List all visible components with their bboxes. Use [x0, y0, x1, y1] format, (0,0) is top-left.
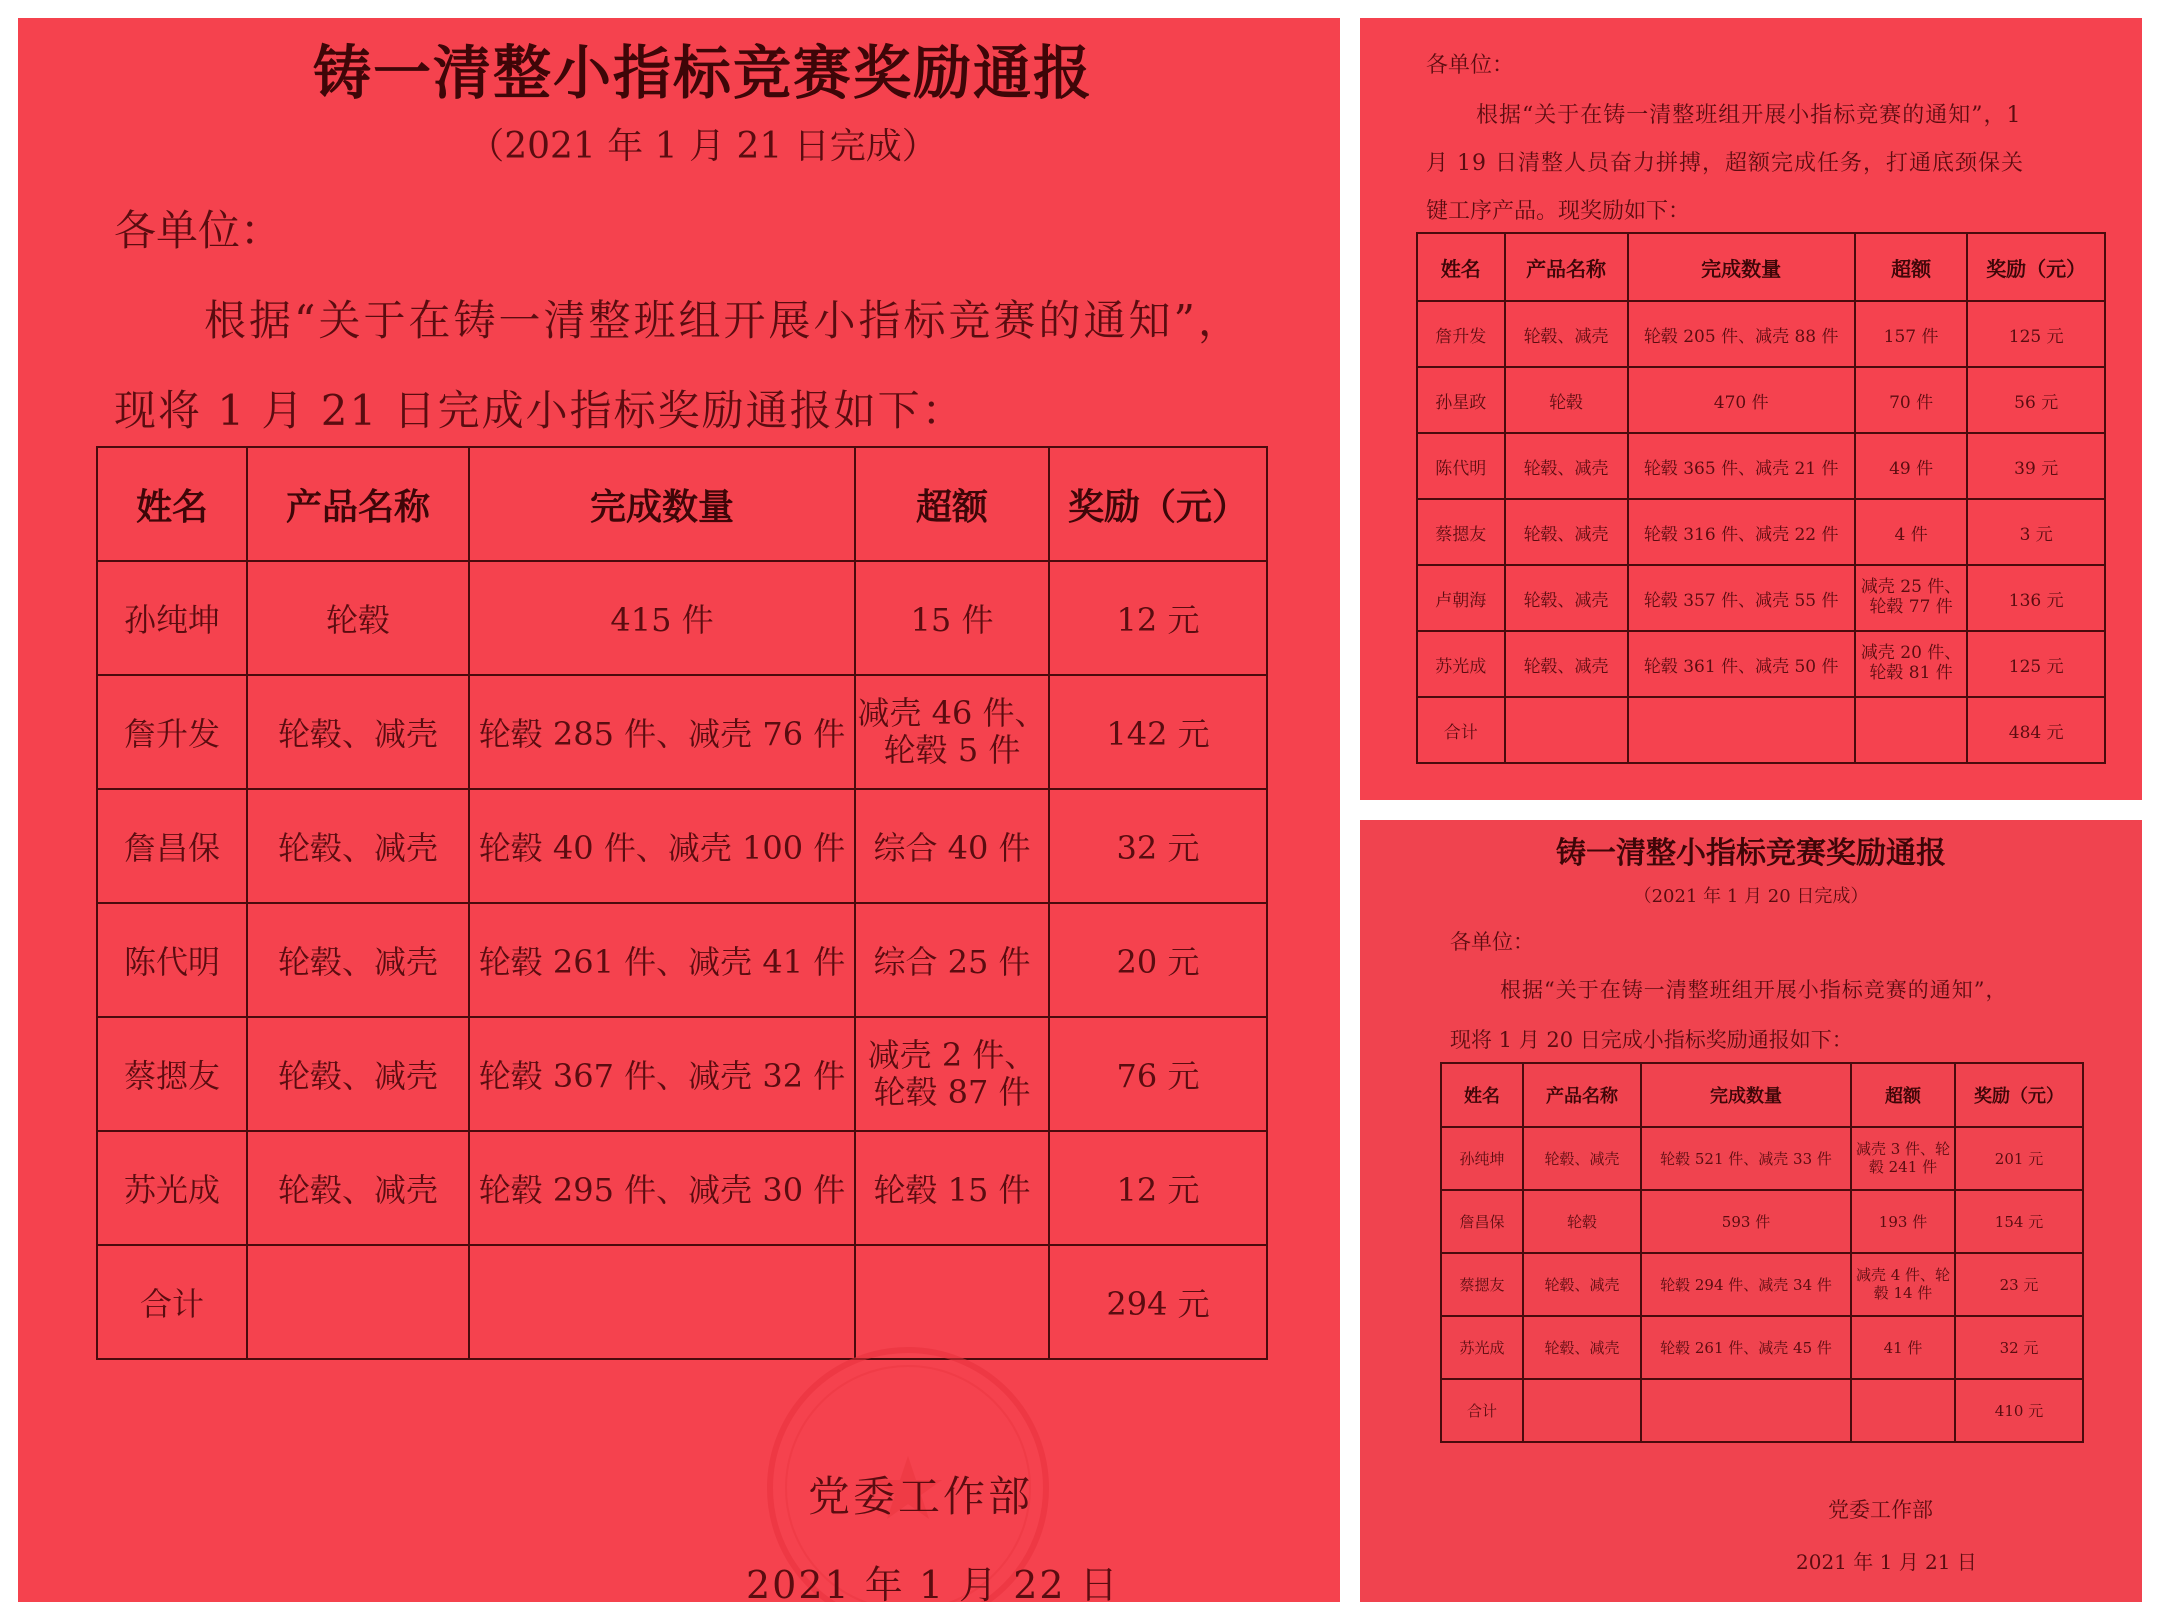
- cell-reward: 56 元: [1967, 367, 2105, 433]
- table-row: [97, 789, 1267, 903]
- header-product: 产品名称: [1523, 1063, 1641, 1127]
- cell-quantity: 轮毂 365 件、减壳 21 件: [1628, 433, 1855, 499]
- cell-name: 詹升发: [97, 675, 247, 789]
- cell-excess: 70 件: [1855, 367, 1968, 433]
- header-quantity: 完成数量: [1641, 1063, 1851, 1127]
- cell-total-reward: 484 元: [1967, 697, 2105, 763]
- cell-excess: 157 件: [1855, 301, 1968, 367]
- cell-name: 蔡摁友: [1417, 499, 1505, 565]
- cell-quantity: 轮毂 316 件、减壳 22 件: [1628, 499, 1855, 565]
- signature-org: 党委工作部: [808, 1472, 1034, 1521]
- notice-paragraph-2: 月 19 日清整人员奋力拼搏，超额完成任务，打通底颈保关: [1426, 151, 2024, 176]
- cell-excess: 减壳 2 件、轮毂 87 件: [855, 1017, 1049, 1131]
- reward-table: [96, 446, 1268, 1360]
- cell-reward: 32 元: [1955, 1316, 2083, 1379]
- notice-jan-21: [18, 18, 1340, 1602]
- cell-excess: 49 件: [1855, 433, 1968, 499]
- notice-paragraph-2: 现将 1 月 21 日完成小指标奖励通报如下：: [114, 386, 966, 435]
- header-reward: 奖励（元）: [1967, 233, 2105, 301]
- table-row: [1417, 433, 2105, 499]
- cell-reward: 154 元: [1955, 1190, 2083, 1253]
- reward-table: [1416, 232, 2106, 764]
- table-row: [97, 675, 1267, 789]
- cell-quantity: 轮毂 294 件、减壳 34 件: [1641, 1253, 1851, 1316]
- table-row: [97, 1017, 1267, 1131]
- cell-product: 轮毂、减壳: [247, 789, 469, 903]
- cell-quantity: 415 件: [469, 561, 855, 675]
- header-product: 产品名称: [1505, 233, 1628, 301]
- cell-excess: 综合 25 件: [855, 903, 1049, 1017]
- cell-product: 轮毂、减壳: [247, 1017, 469, 1131]
- cell-product: 轮毂、减壳: [1505, 301, 1628, 367]
- cell-quantity: 轮毂 285 件、减壳 76 件: [469, 675, 855, 789]
- cell-reward: 76 元: [1049, 1017, 1267, 1131]
- cell-quantity: 轮毂 367 件、减壳 32 件: [469, 1017, 855, 1131]
- header-quantity: 完成数量: [1628, 233, 1855, 301]
- cell-name: 詹昌保: [97, 789, 247, 903]
- cell-quantity: 593 件: [1641, 1190, 1851, 1253]
- table-row: [1417, 499, 2105, 565]
- cell-reward: 12 元: [1049, 1131, 1267, 1245]
- cell-reward: 39 元: [1967, 433, 2105, 499]
- notice-title: 铸一清整小指标竞赛奖励通报: [312, 39, 1093, 107]
- signature-date: 2021 年 1 月 21 日: [1796, 1550, 1977, 1574]
- cell-product: 轮毂、减壳: [1505, 565, 1628, 631]
- cell-excess: 15 件: [855, 561, 1049, 675]
- cell-reward: 23 元: [1955, 1253, 2083, 1316]
- signature-org: 党委工作部: [1828, 1498, 1933, 1522]
- cell-reward: 32 元: [1049, 789, 1267, 903]
- cell-name: 陈代明: [1417, 433, 1505, 499]
- notice-paragraph-2: 现将 1 月 20 日完成小指标奖励通报如下：: [1450, 1028, 1853, 1052]
- cell-product: 轮毂、减壳: [247, 903, 469, 1017]
- cell-name: 蔡摁友: [1441, 1253, 1523, 1316]
- cell-excess: 193 件: [1851, 1190, 1955, 1253]
- cell-reward: 142 元: [1049, 675, 1267, 789]
- cell-empty: [1505, 697, 1628, 763]
- cell-total-label: 合计: [1441, 1379, 1523, 1442]
- cell-name: 詹升发: [1417, 301, 1505, 367]
- cell-quantity: 轮毂 357 件、减壳 55 件: [1628, 565, 1855, 631]
- cell-quantity: 轮毂 361 件、减壳 50 件: [1628, 631, 1855, 697]
- table-row: [97, 1131, 1267, 1245]
- cell-excess: 减壳 4 件、轮毂 14 件: [1851, 1253, 1955, 1316]
- cell-product: 轮毂、减壳: [1505, 433, 1628, 499]
- cell-reward: 12 元: [1049, 561, 1267, 675]
- cell-total-label: 合计: [97, 1245, 247, 1359]
- cell-quantity: 轮毂 261 件、减壳 41 件: [469, 903, 855, 1017]
- cell-product: 轮毂、减壳: [1505, 499, 1628, 565]
- notice-paragraph-1: 根据“关于在铸一清整班组开展小指标竞赛的通知”，1: [1476, 103, 2022, 128]
- cell-product: 轮毂: [247, 561, 469, 675]
- cell-name: 詹昌保: [1441, 1190, 1523, 1253]
- table-row: [1417, 301, 2105, 367]
- notice-greeting: 各单位：: [114, 206, 283, 255]
- cell-total-reward: 294 元: [1049, 1245, 1267, 1359]
- cell-product: 轮毂: [1523, 1190, 1641, 1253]
- cell-empty: [1641, 1379, 1851, 1442]
- cell-reward: 201 元: [1955, 1127, 2083, 1190]
- header-name: 姓名: [1417, 233, 1505, 301]
- table-row: [97, 903, 1267, 1017]
- header-quantity: 完成数量: [469, 447, 855, 561]
- table-row: [1417, 631, 2105, 697]
- cell-excess: 4 件: [1855, 499, 1968, 565]
- notice-greeting: 各单位：: [1450, 930, 1534, 954]
- cell-product: 轮毂、减壳: [1523, 1127, 1641, 1190]
- cell-quantity: 轮毂 521 件、减壳 33 件: [1641, 1127, 1851, 1190]
- cell-empty: [1855, 697, 1968, 763]
- cell-excess: 轮毂 15 件: [855, 1131, 1049, 1245]
- reward-table: [1440, 1062, 2084, 1443]
- header-reward: 奖励（元）: [1955, 1063, 2083, 1127]
- cell-excess: 减壳 3 件、轮毂 241 件: [1851, 1127, 1955, 1190]
- notice-jan-19: [1360, 18, 2142, 800]
- cell-quantity: 470 件: [1628, 367, 1855, 433]
- cell-name: 苏光成: [1441, 1316, 1523, 1379]
- cell-product: 轮毂、减壳: [247, 675, 469, 789]
- cell-name: 苏光成: [1417, 631, 1505, 697]
- cell-product: 轮毂、减壳: [1523, 1253, 1641, 1316]
- notice-subtitle: （2021 年 1 月 21 日完成）: [468, 126, 938, 167]
- header-excess: 超额: [1855, 233, 1968, 301]
- cell-product: 轮毂、减壳: [247, 1131, 469, 1245]
- table-header-row: [1441, 1063, 2083, 1127]
- cell-excess: 减壳 25 件、轮毂 77 件: [1855, 565, 1968, 631]
- notice-subtitle: （2021 年 1 月 20 日完成）: [1633, 886, 1869, 907]
- cell-reward: 125 元: [1967, 301, 2105, 367]
- table-total-row: [97, 1245, 1267, 1359]
- cell-excess: 41 件: [1851, 1316, 1955, 1379]
- header-name: 姓名: [97, 447, 247, 561]
- header-excess: 超额: [1851, 1063, 1955, 1127]
- notice-jan-20: [1360, 820, 2142, 1602]
- cell-excess: 减壳 20 件、轮毂 81 件: [1855, 631, 1968, 697]
- table-header-row: [1417, 233, 2105, 301]
- header-excess: 超额: [855, 447, 1049, 561]
- cell-name: 卢朝海: [1417, 565, 1505, 631]
- header-product: 产品名称: [247, 447, 469, 561]
- notice-paragraph-1: 根据“关于在铸一清整班组开展小指标竞赛的通知”，: [204, 296, 1243, 345]
- cell-name: 苏光成: [97, 1131, 247, 1245]
- table-row: [1441, 1127, 2083, 1190]
- cell-reward: 125 元: [1967, 631, 2105, 697]
- cell-name: 孙星政: [1417, 367, 1505, 433]
- cell-excess: 减壳 46 件、轮毂 5 件: [855, 675, 1049, 789]
- table-row: [1417, 565, 2105, 631]
- cell-reward: 20 元: [1049, 903, 1267, 1017]
- cell-name: 孙纯坤: [97, 561, 247, 675]
- notice-paragraph-1: 根据“关于在铸一清整班组开展小指标竞赛的通知”，: [1500, 978, 2008, 1002]
- cell-empty: [1851, 1379, 1955, 1442]
- cell-name: 陈代明: [97, 903, 247, 1017]
- cell-empty: [247, 1245, 469, 1359]
- table-total-row: [1441, 1379, 2083, 1442]
- cell-total-reward: 410 元: [1955, 1379, 2083, 1442]
- table-header-row: [97, 447, 1267, 561]
- notice-paragraph-3: 键工序产品。现奖励如下：: [1426, 199, 1691, 224]
- notice-greeting: 各单位：: [1426, 53, 1515, 78]
- cell-quantity: 轮毂 261 件、减壳 45 件: [1641, 1316, 1851, 1379]
- table-row: [1441, 1190, 2083, 1253]
- header-reward: 奖励（元）: [1049, 447, 1267, 561]
- cell-product: 轮毂、减壳: [1523, 1316, 1641, 1379]
- cell-empty: [1628, 697, 1855, 763]
- cell-total-label: 合计: [1417, 697, 1505, 763]
- table-total-row: [1417, 697, 2105, 763]
- cell-quantity: 轮毂 40 件、减壳 100 件: [469, 789, 855, 903]
- cell-quantity: 轮毂 295 件、减壳 30 件: [469, 1131, 855, 1245]
- cell-product: 轮毂: [1505, 367, 1628, 433]
- table-row: [1441, 1253, 2083, 1316]
- cell-name: 蔡摁友: [97, 1017, 247, 1131]
- cell-reward: 136 元: [1967, 565, 2105, 631]
- cell-quantity: 轮毂 205 件、减壳 88 件: [1628, 301, 1855, 367]
- cell-empty: [1523, 1379, 1641, 1442]
- header-name: 姓名: [1441, 1063, 1523, 1127]
- table-row: [1441, 1316, 2083, 1379]
- cell-name: 孙纯坤: [1441, 1127, 1523, 1190]
- cell-excess: 综合 40 件: [855, 789, 1049, 903]
- cell-product: 轮毂、减壳: [1505, 631, 1628, 697]
- table-row: [1417, 367, 2105, 433]
- cell-reward: 3 元: [1967, 499, 2105, 565]
- table-row: [97, 561, 1267, 675]
- notice-title: 铸一清整小指标竞赛奖励通报: [1556, 836, 1946, 871]
- signature-date: 2021 年 1 月 22 日: [746, 1563, 1120, 1602]
